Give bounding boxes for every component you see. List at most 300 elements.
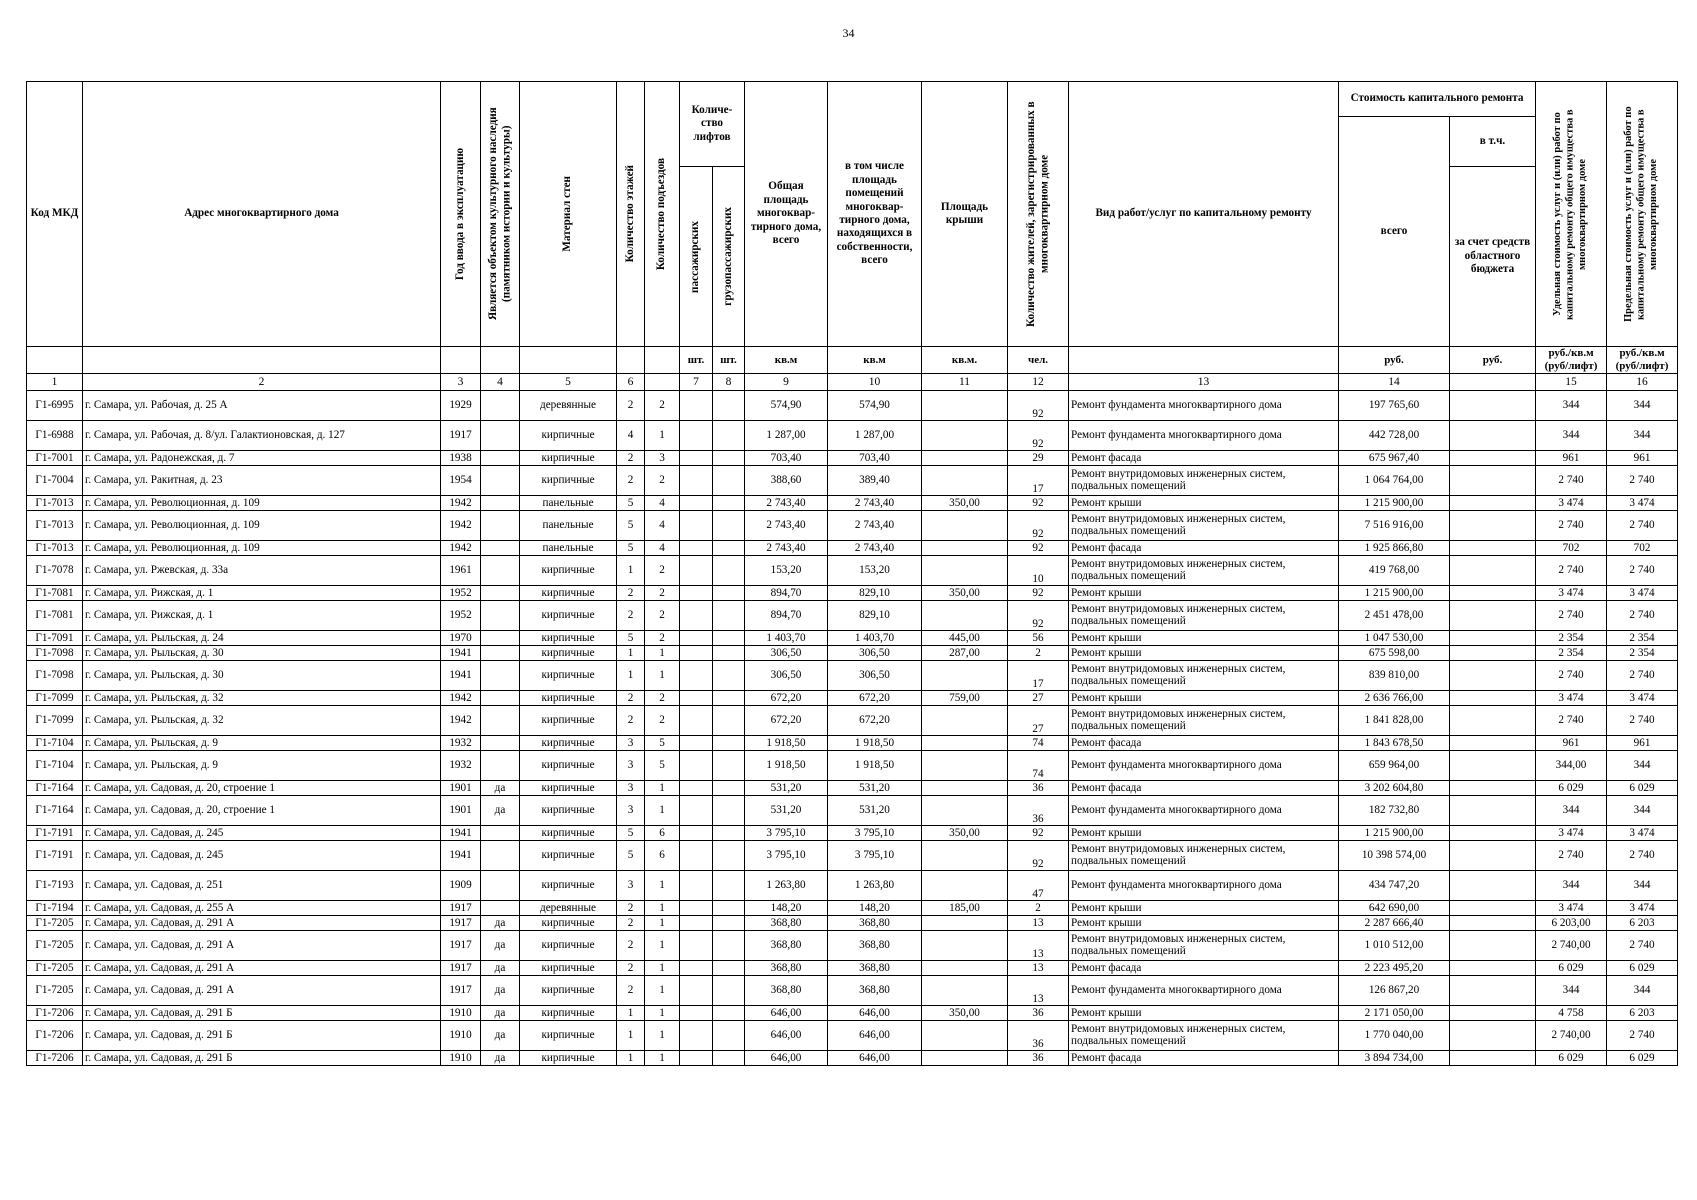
row-heritage bbox=[481, 421, 520, 451]
column-number: 3 bbox=[441, 374, 481, 391]
row-owned-area: 829,10 bbox=[828, 586, 922, 601]
row-cost-regional bbox=[1450, 556, 1536, 586]
column-number: 4 bbox=[481, 374, 520, 391]
row-heritage bbox=[481, 511, 520, 541]
table-row bbox=[27, 451, 1678, 466]
row-heritage: да bbox=[481, 976, 520, 1006]
row-heritage: да bbox=[481, 1051, 520, 1066]
row-work-type: Ремонт крыши bbox=[1069, 901, 1339, 916]
row-max-cost: 344 bbox=[1607, 796, 1678, 826]
row-address: г. Самара, ул. Садовая, д. 291 А bbox=[83, 961, 441, 976]
row-roof-area bbox=[922, 601, 1008, 631]
row-address: г. Самара, ул. Рижская, д. 1 bbox=[83, 601, 441, 631]
row-year: 1917 bbox=[441, 421, 481, 451]
row-year: 1941 bbox=[441, 661, 481, 691]
row-code: Г1-7099 bbox=[27, 706, 83, 736]
row-entrances: 4 bbox=[645, 541, 680, 556]
row-year: 1942 bbox=[441, 706, 481, 736]
row-roof-area: 350,00 bbox=[922, 1006, 1008, 1021]
page-number: 34 bbox=[842, 26, 855, 40]
row-total-area: 672,20 bbox=[745, 691, 828, 706]
row-walls: панельные bbox=[520, 511, 617, 541]
header-walls: Материал стен bbox=[520, 82, 617, 347]
row-lifts-cargo bbox=[713, 706, 745, 736]
row-cost-regional bbox=[1450, 751, 1536, 781]
table-row bbox=[27, 931, 1678, 961]
row-total-area: 703,40 bbox=[745, 451, 828, 466]
row-entrances: 1 bbox=[645, 1021, 680, 1051]
row-cost-regional bbox=[1450, 541, 1536, 556]
row-work-type: Ремонт крыши bbox=[1069, 916, 1339, 931]
row-roof-area: 185,00 bbox=[922, 901, 1008, 916]
row-floors: 2 bbox=[617, 976, 645, 1006]
row-residents: 36 bbox=[1008, 796, 1069, 826]
row-heritage bbox=[481, 661, 520, 691]
header-lifts: Количе-ство лифтов bbox=[680, 82, 745, 167]
row-cost-regional bbox=[1450, 451, 1536, 466]
row-walls: кирпичные bbox=[520, 961, 617, 976]
row-entrances: 1 bbox=[645, 781, 680, 796]
row-roof-area: 350,00 bbox=[922, 496, 1008, 511]
row-code: Г1-7081 bbox=[27, 586, 83, 601]
row-owned-area: 1 403,70 bbox=[828, 631, 922, 646]
unit-people: чел. bbox=[1008, 347, 1069, 374]
row-residents: 92 bbox=[1008, 391, 1069, 421]
row-owned-area: 574,90 bbox=[828, 391, 922, 421]
row-floors: 1 bbox=[617, 1051, 645, 1066]
row-roof-area bbox=[922, 961, 1008, 976]
row-cost-regional bbox=[1450, 496, 1536, 511]
row-owned-area: 646,00 bbox=[828, 1021, 922, 1051]
column-number: 2 bbox=[83, 374, 441, 391]
row-lifts-cargo bbox=[713, 961, 745, 976]
row-unit-cost: 961 bbox=[1536, 451, 1607, 466]
table-row bbox=[27, 661, 1678, 691]
row-max-cost: 6 029 bbox=[1607, 781, 1678, 796]
column-number: 16 bbox=[1607, 374, 1678, 391]
row-cost-regional bbox=[1450, 466, 1536, 496]
row-owned-area: 1 918,50 bbox=[828, 736, 922, 751]
row-cost: 839 810,00 bbox=[1339, 661, 1450, 691]
table-row bbox=[27, 556, 1678, 586]
row-owned-area: 2 743,40 bbox=[828, 541, 922, 556]
row-lifts-pass bbox=[680, 706, 713, 736]
row-cost-regional bbox=[1450, 661, 1536, 691]
row-heritage: да bbox=[481, 781, 520, 796]
row-work-type: Ремонт крыши bbox=[1069, 586, 1339, 601]
row-unit-cost: 344 bbox=[1536, 976, 1607, 1006]
row-lifts-cargo bbox=[713, 1051, 745, 1066]
row-floors: 5 bbox=[617, 496, 645, 511]
row-year: 1942 bbox=[441, 511, 481, 541]
row-work-type: Ремонт фасада bbox=[1069, 781, 1339, 796]
row-residents: 29 bbox=[1008, 451, 1069, 466]
row-max-cost: 344 bbox=[1607, 871, 1678, 901]
row-cost: 675 598,00 bbox=[1339, 646, 1450, 661]
header-residents: Количество жителей, зарегистрированных в многоквартирном доме bbox=[1008, 82, 1069, 347]
row-code: Г1-7205 bbox=[27, 961, 83, 976]
row-year: 1909 bbox=[441, 871, 481, 901]
row-unit-cost: 2 740 bbox=[1536, 466, 1607, 496]
row-unit-cost: 2 740,00 bbox=[1536, 931, 1607, 961]
row-cost: 1 841 828,00 bbox=[1339, 706, 1450, 736]
row-lifts-cargo bbox=[713, 976, 745, 1006]
row-cost: 2 636 766,00 bbox=[1339, 691, 1450, 706]
row-lifts-cargo bbox=[713, 541, 745, 556]
row-cost-regional bbox=[1450, 961, 1536, 976]
row-year: 1910 bbox=[441, 1051, 481, 1066]
row-cost: 2 171 050,00 bbox=[1339, 1006, 1450, 1021]
table-row bbox=[27, 466, 1678, 496]
row-year: 1932 bbox=[441, 736, 481, 751]
row-floors: 3 bbox=[617, 751, 645, 781]
row-owned-area: 1 918,50 bbox=[828, 751, 922, 781]
row-floors: 2 bbox=[617, 706, 645, 736]
row-residents: 17 bbox=[1008, 661, 1069, 691]
row-total-area: 1 403,70 bbox=[745, 631, 828, 646]
row-residents: 13 bbox=[1008, 976, 1069, 1006]
row-lifts-cargo bbox=[713, 736, 745, 751]
row-lifts-pass bbox=[680, 976, 713, 1006]
row-cost-regional bbox=[1450, 781, 1536, 796]
row-address: г. Самара, ул. Рыльская, д. 32 bbox=[83, 706, 441, 736]
row-unit-cost: 2 740 bbox=[1536, 601, 1607, 631]
row-roof-area: 287,00 bbox=[922, 646, 1008, 661]
row-code: Г1-7091 bbox=[27, 631, 83, 646]
row-cost: 675 967,40 bbox=[1339, 451, 1450, 466]
row-code: Г1-7206 bbox=[27, 1006, 83, 1021]
row-unit-cost: 702 bbox=[1536, 541, 1607, 556]
row-roof-area: 350,00 bbox=[922, 826, 1008, 841]
row-owned-area: 389,40 bbox=[828, 466, 922, 496]
row-year: 1901 bbox=[441, 796, 481, 826]
row-unit-cost: 2 740 bbox=[1536, 841, 1607, 871]
row-heritage bbox=[481, 751, 520, 781]
unit-pcs: шт. bbox=[713, 347, 745, 374]
row-address: г. Самара, ул. Садовая, д. 291 Б bbox=[83, 1006, 441, 1021]
row-residents: 74 bbox=[1008, 736, 1069, 751]
row-work-type: Ремонт фундамента многоквартирного дома bbox=[1069, 751, 1339, 781]
row-max-cost: 961 bbox=[1607, 451, 1678, 466]
row-heritage bbox=[481, 601, 520, 631]
row-lifts-pass bbox=[680, 1021, 713, 1051]
row-owned-area: 829,10 bbox=[828, 601, 922, 631]
row-max-cost: 344 bbox=[1607, 391, 1678, 421]
row-roof-area bbox=[922, 871, 1008, 901]
row-floors: 2 bbox=[617, 391, 645, 421]
row-walls: кирпичные bbox=[520, 916, 617, 931]
row-floors: 5 bbox=[617, 631, 645, 646]
row-unit-cost: 3 474 bbox=[1536, 586, 1607, 601]
row-owned-area: 672,20 bbox=[828, 691, 922, 706]
row-max-cost: 2 740 bbox=[1607, 511, 1678, 541]
row-walls: кирпичные bbox=[520, 706, 617, 736]
row-residents: 92 bbox=[1008, 541, 1069, 556]
row-total-area: 1 287,00 bbox=[745, 421, 828, 451]
row-lifts-cargo bbox=[713, 901, 745, 916]
row-total-area: 672,20 bbox=[745, 706, 828, 736]
unit-sqm: кв.м. bbox=[922, 347, 1008, 374]
row-heritage: да bbox=[481, 961, 520, 976]
row-entrances: 2 bbox=[645, 556, 680, 586]
row-walls: деревянные bbox=[520, 391, 617, 421]
row-roof-area bbox=[922, 541, 1008, 556]
row-entrances: 2 bbox=[645, 601, 680, 631]
row-lifts-cargo bbox=[713, 661, 745, 691]
row-floors: 2 bbox=[617, 451, 645, 466]
row-entrances: 3 bbox=[645, 451, 680, 466]
row-walls: кирпичные bbox=[520, 976, 617, 1006]
row-max-cost: 2 354 bbox=[1607, 646, 1678, 661]
row-cost: 197 765,60 bbox=[1339, 391, 1450, 421]
row-cost-regional bbox=[1450, 706, 1536, 736]
row-residents: 36 bbox=[1008, 1021, 1069, 1051]
row-max-cost: 3 474 bbox=[1607, 691, 1678, 706]
row-lifts-pass bbox=[680, 871, 713, 901]
row-total-area: 2 743,40 bbox=[745, 496, 828, 511]
row-code: Г1-7001 bbox=[27, 451, 83, 466]
row-work-type: Ремонт внутридомовых инженерных систем, подвальных помещений bbox=[1069, 661, 1339, 691]
row-cost-regional bbox=[1450, 871, 1536, 901]
row-address: г. Самара, ул. Рыльская, д. 30 bbox=[83, 646, 441, 661]
row-cost: 1 215 900,00 bbox=[1339, 496, 1450, 511]
table-row bbox=[27, 496, 1678, 511]
row-work-type: Ремонт внутридомовых инженерных систем, подвальных помещений bbox=[1069, 556, 1339, 586]
row-cost: 1 925 866,80 bbox=[1339, 541, 1450, 556]
row-address: г. Самара, ул. Рабочая, д. 25 А bbox=[83, 391, 441, 421]
table-row bbox=[27, 631, 1678, 646]
row-unit-cost: 344,00 bbox=[1536, 751, 1607, 781]
table-row bbox=[27, 1021, 1678, 1051]
row-cost: 182 732,80 bbox=[1339, 796, 1450, 826]
row-year: 1942 bbox=[441, 541, 481, 556]
row-total-area: 531,20 bbox=[745, 781, 828, 796]
row-address: г. Самара, ул. Рижская, д. 1 bbox=[83, 586, 441, 601]
row-total-area: 3 795,10 bbox=[745, 826, 828, 841]
table-row bbox=[27, 541, 1678, 556]
row-lifts-cargo bbox=[713, 931, 745, 961]
row-cost-regional bbox=[1450, 1051, 1536, 1066]
row-cost: 1 843 678,50 bbox=[1339, 736, 1450, 751]
row-work-type: Ремонт крыши bbox=[1069, 631, 1339, 646]
row-heritage: да bbox=[481, 796, 520, 826]
row-cost: 2 223 495,20 bbox=[1339, 961, 1450, 976]
row-owned-area: 368,80 bbox=[828, 916, 922, 931]
header-cost-regional: за счет средств областного бюджета bbox=[1450, 167, 1536, 347]
row-lifts-cargo bbox=[713, 781, 745, 796]
row-address: г. Самара, ул. Садовая, д. 245 bbox=[83, 826, 441, 841]
row-unit-cost: 3 474 bbox=[1536, 691, 1607, 706]
table-row bbox=[27, 736, 1678, 751]
row-walls: кирпичные bbox=[520, 751, 617, 781]
table-row bbox=[27, 391, 1678, 421]
row-lifts-pass bbox=[680, 646, 713, 661]
row-cost-regional bbox=[1450, 901, 1536, 916]
row-owned-area: 703,40 bbox=[828, 451, 922, 466]
row-year: 1942 bbox=[441, 496, 481, 511]
header-roof-area: Площадь крыши bbox=[922, 82, 1008, 347]
row-code: Г1-7191 bbox=[27, 841, 83, 871]
row-heritage bbox=[481, 691, 520, 706]
row-floors: 2 bbox=[617, 931, 645, 961]
row-residents: 36 bbox=[1008, 781, 1069, 796]
row-total-area: 894,70 bbox=[745, 586, 828, 601]
row-code: Г1-7013 bbox=[27, 496, 83, 511]
row-heritage bbox=[481, 496, 520, 511]
row-code: Г1-7164 bbox=[27, 796, 83, 826]
table-row bbox=[27, 841, 1678, 871]
row-code: Г1-7206 bbox=[27, 1021, 83, 1051]
row-lifts-pass bbox=[680, 421, 713, 451]
row-code: Г1-7104 bbox=[27, 751, 83, 781]
row-lifts-pass bbox=[680, 631, 713, 646]
row-owned-area: 2 743,40 bbox=[828, 496, 922, 511]
row-owned-area: 1 263,80 bbox=[828, 871, 922, 901]
row-max-cost: 3 474 bbox=[1607, 901, 1678, 916]
row-total-area: 2 743,40 bbox=[745, 511, 828, 541]
row-code: Г1-7194 bbox=[27, 901, 83, 916]
row-total-area: 1 918,50 bbox=[745, 736, 828, 751]
row-floors: 2 bbox=[617, 601, 645, 631]
row-total-area: 368,80 bbox=[745, 931, 828, 961]
row-work-type: Ремонт фундамента многоквартирного дома bbox=[1069, 421, 1339, 451]
row-residents: 92 bbox=[1008, 421, 1069, 451]
row-roof-area bbox=[922, 781, 1008, 796]
row-work-type: Ремонт фундамента многоквартирного дома bbox=[1069, 391, 1339, 421]
row-cost: 442 728,00 bbox=[1339, 421, 1450, 451]
table-row bbox=[27, 976, 1678, 1006]
row-max-cost: 3 474 bbox=[1607, 586, 1678, 601]
row-lifts-cargo bbox=[713, 691, 745, 706]
row-year: 1917 bbox=[441, 931, 481, 961]
row-lifts-pass bbox=[680, 556, 713, 586]
row-walls: кирпичные bbox=[520, 1051, 617, 1066]
row-cost: 2 287 666,40 bbox=[1339, 916, 1450, 931]
header-address: Адрес многоквартирного дома bbox=[83, 82, 441, 347]
row-code: Г1-7205 bbox=[27, 976, 83, 1006]
row-entrances: 1 bbox=[645, 661, 680, 691]
row-total-area: 531,20 bbox=[745, 796, 828, 826]
row-work-type: Ремонт крыши bbox=[1069, 826, 1339, 841]
row-residents: 27 bbox=[1008, 706, 1069, 736]
row-total-area: 646,00 bbox=[745, 1006, 828, 1021]
row-address: г. Самара, ул. Ржевская, д. 33а bbox=[83, 556, 441, 586]
header-incl: в т.ч. bbox=[1450, 117, 1536, 167]
row-unit-cost: 344 bbox=[1536, 796, 1607, 826]
row-cost: 1 010 512,00 bbox=[1339, 931, 1450, 961]
row-entrances: 2 bbox=[645, 691, 680, 706]
row-heritage bbox=[481, 736, 520, 751]
row-walls: панельные bbox=[520, 541, 617, 556]
row-roof-area bbox=[922, 706, 1008, 736]
row-residents: 92 bbox=[1008, 841, 1069, 871]
row-lifts-pass bbox=[680, 826, 713, 841]
row-year: 1910 bbox=[441, 1021, 481, 1051]
row-cost-regional bbox=[1450, 601, 1536, 631]
row-lifts-pass bbox=[680, 1006, 713, 1021]
row-residents: 10 bbox=[1008, 556, 1069, 586]
row-owned-area: 531,20 bbox=[828, 796, 922, 826]
row-heritage bbox=[481, 451, 520, 466]
header-cost-total: всего bbox=[1339, 117, 1450, 347]
row-lifts-cargo bbox=[713, 871, 745, 901]
row-lifts-cargo bbox=[713, 841, 745, 871]
row-total-area: 3 795,10 bbox=[745, 841, 828, 871]
row-lifts-pass bbox=[680, 451, 713, 466]
row-heritage bbox=[481, 556, 520, 586]
row-total-area: 388,60 bbox=[745, 466, 828, 496]
table-row bbox=[27, 1051, 1678, 1066]
row-unit-cost: 6 029 bbox=[1536, 1051, 1607, 1066]
column-number: 11 bbox=[922, 374, 1008, 391]
row-total-area: 574,90 bbox=[745, 391, 828, 421]
row-walls: кирпичные bbox=[520, 931, 617, 961]
row-work-type: Ремонт внутридомовых инженерных систем, подвальных помещений bbox=[1069, 1021, 1339, 1051]
row-lifts-cargo bbox=[713, 586, 745, 601]
row-total-area: 368,80 bbox=[745, 916, 828, 931]
row-work-type: Ремонт фундамента многоквартирного дома bbox=[1069, 796, 1339, 826]
row-address: г. Самара, ул. Рабочая, д. 8/ул. Галактионовская, д. 127 bbox=[83, 421, 441, 451]
header-total-area: Общая площадь многоквар-тирного дома, всего bbox=[745, 82, 828, 347]
row-year: 1917 bbox=[441, 901, 481, 916]
row-walls: кирпичные bbox=[520, 646, 617, 661]
row-address: г. Самара, ул. Садовая, д. 251 bbox=[83, 871, 441, 901]
row-entrances: 1 bbox=[645, 931, 680, 961]
header-year: Год ввода в эксплуатацию bbox=[441, 82, 481, 347]
row-total-area: 1 263,80 bbox=[745, 871, 828, 901]
row-max-cost: 2 740 bbox=[1607, 601, 1678, 631]
column-number: 6 bbox=[617, 374, 645, 391]
row-cost: 10 398 574,00 bbox=[1339, 841, 1450, 871]
row-walls: кирпичные bbox=[520, 781, 617, 796]
row-walls: кирпичные bbox=[520, 661, 617, 691]
row-total-area: 368,80 bbox=[745, 976, 828, 1006]
row-heritage bbox=[481, 631, 520, 646]
row-total-area: 1 918,50 bbox=[745, 751, 828, 781]
row-entrances: 1 bbox=[645, 961, 680, 976]
row-code: Г1-7193 bbox=[27, 871, 83, 901]
row-unit-cost: 6 029 bbox=[1536, 781, 1607, 796]
row-lifts-pass bbox=[680, 1051, 713, 1066]
row-work-type: Ремонт внутридомовых инженерных систем, подвальных помещений bbox=[1069, 466, 1339, 496]
row-work-type: Ремонт крыши bbox=[1069, 496, 1339, 511]
row-unit-cost: 961 bbox=[1536, 736, 1607, 751]
column-number: 9 bbox=[745, 374, 828, 391]
unit-sqm: кв.м bbox=[745, 347, 828, 374]
row-cost-regional bbox=[1450, 931, 1536, 961]
row-total-area: 306,50 bbox=[745, 646, 828, 661]
row-code: Г1-7013 bbox=[27, 541, 83, 556]
row-walls: кирпичные bbox=[520, 601, 617, 631]
row-walls: кирпичные bbox=[520, 736, 617, 751]
row-heritage bbox=[481, 871, 520, 901]
row-cost: 1 047 530,00 bbox=[1339, 631, 1450, 646]
row-entrances: 1 bbox=[645, 421, 680, 451]
row-entrances: 1 bbox=[645, 646, 680, 661]
row-max-cost: 961 bbox=[1607, 736, 1678, 751]
row-roof-area bbox=[922, 391, 1008, 421]
row-lifts-cargo bbox=[713, 601, 745, 631]
row-work-type: Ремонт фасада bbox=[1069, 541, 1339, 556]
row-max-cost: 2 740 bbox=[1607, 661, 1678, 691]
row-work-type: Ремонт крыши bbox=[1069, 1006, 1339, 1021]
row-cost: 3 202 604,80 bbox=[1339, 781, 1450, 796]
row-entrances: 2 bbox=[645, 466, 680, 496]
row-entrances: 1 bbox=[645, 916, 680, 931]
unit-rub-sqm: руб./кв.м (руб/лифт) bbox=[1536, 347, 1607, 374]
row-floors: 1 bbox=[617, 556, 645, 586]
row-code: Г1-7004 bbox=[27, 466, 83, 496]
